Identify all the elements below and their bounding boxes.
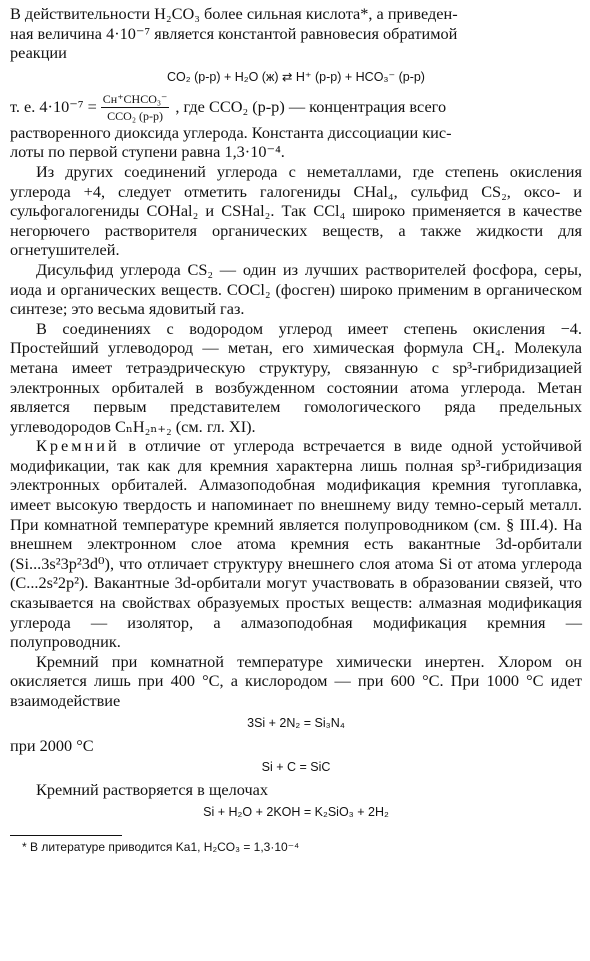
paragraph-intro [10,4,582,63]
fraction-numerator: Cн⁺CHCO₃⁻ [102,91,168,106]
equation-equilibrium: CO₂ (р-р) + H₂O (ж) ⇄ H⁺ (р-р) + HCO₃⁻ (р-р) [167,69,425,84]
text-line: растворенного диоксида углерода. Константа диссоциации кис- [10,122,452,142]
fraction-denominator: CCO₂ (р-р) [107,108,163,123]
paragraph-halides: Из других соединений углерода с неметаллами, где степень окисления углерода +4, следует отметить галогениды CHal₄, сульфид CS₂, оксо- и сульфогалогениды COHal₂ и CSHal₂. Так CCl₄ широко применяется в качестве негорючего растворителя органических веществ, а также жидкости для огнетушителей. [10,161,582,260]
paragraph-methane: В соединениях с водородом углерод имеет степень окисления −4. Простейший углеводород — метан, его химическая формула CH₄. Молекула метана имеет тетраэдрическую структуру, связанную с sp³-гибридизацией электронных орбиталей в возбужденном состоянии атома углерода. Метан является первым представителем гомологического ряда предельных углеводородов CₙH₂ₙ₊₂ (см. гл. XI). [10,318,582,436]
equation-constant-line [10,92,582,123]
text-line: лоты по первой ступени равна 1,3·10⁻⁴. [10,142,285,162]
text-fragment: т. е. 4·10⁻⁷ = [10,97,97,117]
paragraph-constant [10,123,582,162]
fraction [101,92,170,123]
text-line: ная величина 4·10⁻⁷ является константой равновесия обратимой [10,23,458,43]
text-fragment: в отличие от углерода встречается в виде одной устойчивой модификации, так как для кремния характерна лишь полная sp³-гибридизация электронных орбиталей. Алмазоподобная модификация кремния тугоплавка, имеет высокую твердость и напоминает по внешнему виду темно-серый металл. При комнатной температуре кремний является полупроводником (см. § III.4). На внешнем электронном слое атома кремния есть вакантные 3d-орбитали (Si...3s²3p²3d⁰), что отличает структуру внешнего слоя атома Si от атома углерода (C...2s²2p²). Вакантные 3d-орбитали могут участвовать в образовании связей, что сказывается на свойствах образуемых простых веществ: алмазная модификация углерода — изолятор, а алмазоподобная модификация кремния — полупроводник. [10,436,582,652]
text-line: реакции [10,43,67,63]
paragraph-disulfide: Дисульфид углерода CS₂ — один из лучших растворителей фосфора, серы, иода и органических веществ. COCl₂ (фосген) широко применим в органическом синтезе; это весьма ядовитый газ. [10,259,582,319]
text-fragment: , где CCO₂ (р-р) — концентрация всего [175,97,447,117]
equation-nitride: 3Si + 2N₂ = Si₃N₄ [247,715,345,730]
footnote: * В литературе приводится Kа1, H₂CO₃ = 1,3·10⁻⁴ [22,839,300,854]
spaced-term: Кремний [36,436,120,456]
equation-carbide: Si + C = SiC [261,760,331,775]
paragraph-silicon [10,436,582,652]
paragraph-temperature: при 2000 °C [10,735,94,755]
equation-silicate: Si + H₂O + 2KOH = K₂SiO₃ + 2H₂ [203,804,389,819]
text-line: В действительности H₂CO₃ более сильная кислота*, а приведен- [10,4,458,23]
footnote-divider [10,835,122,836]
paragraph-silicon-reactivity: Кремний при комнатной температуре химически инертен. Хлором он окисляется лишь при 400 °C, а кислородом — при 600 °C. При 1000 °C идет взаимодействие [10,651,582,710]
paragraph-alkali: Кремний растворяется в щелочах [36,780,269,800]
